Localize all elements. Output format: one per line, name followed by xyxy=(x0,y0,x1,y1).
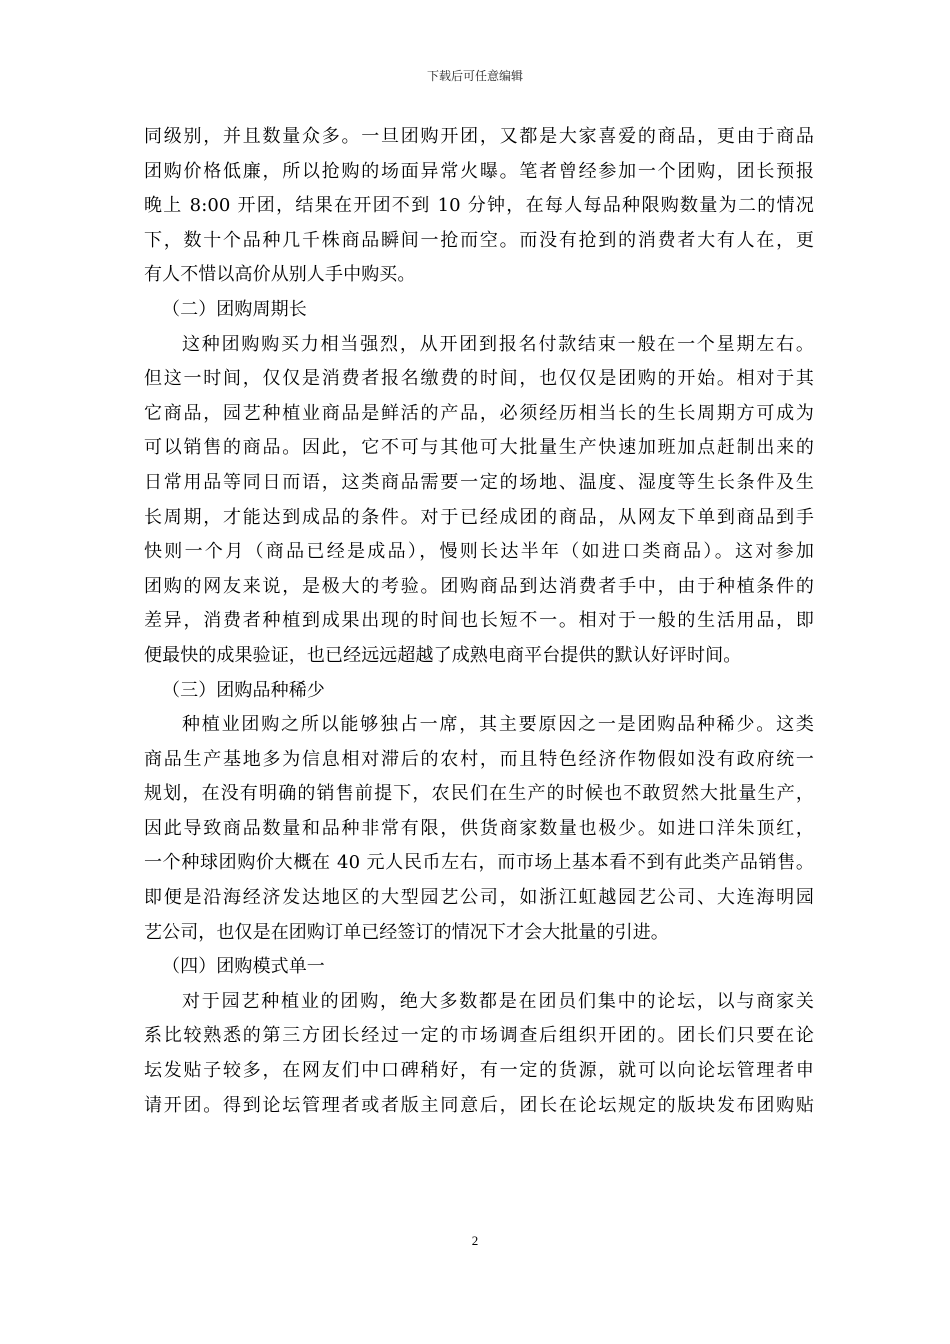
text-line: 艺公司，也仅是在团购订单已经签订的情况下才会大批量的引进。 xyxy=(144,921,669,943)
paragraph xyxy=(144,328,814,674)
page-header: 下载后可任意编辑 xyxy=(426,69,523,83)
text-line: 晚上 8:00 开团，结果在开团不到 10 分钟，在每人每品种限购数量为二的情况 xyxy=(144,195,814,217)
section-heading xyxy=(144,293,814,328)
text-line: 因此导致商品数量和品种非常有限，供货商家数量也极少。如进口洋朱顶红， xyxy=(144,817,814,839)
paragraph xyxy=(144,985,814,1123)
text-line: 这种团购购买力相当强烈，从开团到报名付款结束一般在一个星期左右。 xyxy=(182,333,814,355)
text-line: 系比较熟悉的第三方团长经过一定的市场调查后组织开团的。团长们只要在论 xyxy=(144,1025,814,1047)
text-line: 日常用品等同日而语，这类商品需要一定的场地、温度、湿度等生长条件及生 xyxy=(144,471,814,493)
text-line: 商品生产基地多为信息相对滞后的农村，而且特色经济作物假如没有政府统一 xyxy=(144,748,814,770)
text-line: 快则一个月（商品已经是成品），慢则长达半年（如进口类商品）。这对参加 xyxy=(144,541,814,563)
page-number: 2 xyxy=(471,1233,479,1248)
text-line: 团购价格低廉，所以抢购的场面异常火曝。笔者曾经参加一个团购，团长预报 xyxy=(144,160,814,182)
text-line: 但这一时间，仅仅是消费者报名缴费的时间，也仅仅是团购的开始。相对于其 xyxy=(144,368,814,390)
text-line: 规划，在没有明确的销售前提下，农民们在生产的时候也不敢贸然大批量生产， xyxy=(144,783,814,805)
paragraph xyxy=(144,708,814,950)
text-line: 团购的网友来说，是极大的考验。团购商品到达消费者手中，由于种植条件的 xyxy=(144,575,814,597)
text-line: 一个种球团购价大概在 40 元人民币左右，而市场上基本看不到有此类产品销售。 xyxy=(144,852,814,874)
text-line: 差异，消费者种植到成果出现的时间也长短不一。相对于一般的生活用品，即 xyxy=(144,610,814,632)
text-line: 坛发贴子较多，在网友们中口碑稍好，有一定的货源，就可以向论坛管理者申 xyxy=(144,1060,814,1082)
heading-text: （四）团购模式单一 xyxy=(162,956,325,978)
text-line: 种植业团购之所以能够独占一席，其主要原因之一是团购品种稀少。这类 xyxy=(182,714,814,736)
text-line: 同级别，并且数量众多。一旦团购开团，又都是大家喜爱的商品，更由于商品 xyxy=(144,126,814,147)
heading-text: （二）团购周期长 xyxy=(162,298,307,320)
text-line: 便最快的成果验证，也已经远远超越了成熟电商平台提供的默认好评时间。 xyxy=(144,644,742,666)
document-body xyxy=(144,120,814,1123)
text-line: 对于园艺种植业的团购，绝大多数都是在团员们集中的论坛，以与商家关 xyxy=(182,990,814,1012)
section-heading xyxy=(144,950,814,985)
text-line: 它商品，园艺种植业商品是鲜活的产品，必须经历相当长的生长周期方可成为 xyxy=(144,402,814,424)
text-line: 有人不惜以高价从别人手中购买。 xyxy=(144,264,416,286)
paragraph xyxy=(144,120,814,293)
section-heading xyxy=(144,674,814,709)
text-line: 长周期，才能达到成品的条件。对于已经成团的商品，从网友下单到商品到手 xyxy=(144,506,814,528)
text-line: 可以销售的商品。因此，它不可与其他可大批量生产快速加班加点赶制出来的 xyxy=(144,437,814,459)
heading-text: （三）团购品种稀少 xyxy=(162,679,325,701)
text-line: 即便是沿海经济发达地区的大型园艺公司，如浙江虹越园艺公司、大连海明园 xyxy=(144,887,814,909)
text-line: 请开团。得到论坛管理者或者版主同意后，团长在论坛规定的版块发布团购贴 xyxy=(144,1094,814,1116)
text-line: 下，数十个品种几千株商品瞬间一抢而空。而没有抢到的消费者大有人在，更 xyxy=(144,229,814,251)
